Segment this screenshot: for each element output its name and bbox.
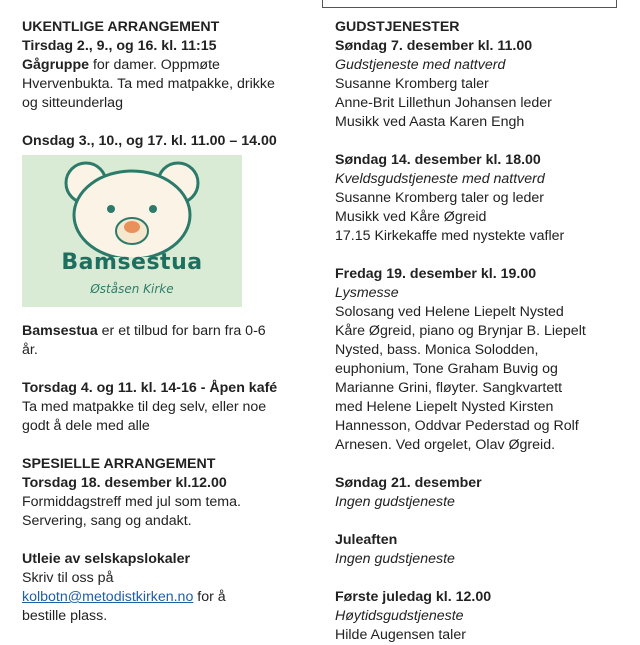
walk-when: Tirsdag 2., 9., og 16. kl. 11:15 [22,38,217,54]
event-when: Søndag 21. desember [335,475,482,491]
event-type: Lysmesse [335,285,399,301]
event-line: Hannesson, Oddvar Pederstad og Rolf [335,418,579,434]
event-type: Ingen gudstjeneste [335,494,455,510]
event-line: euphonium, Tone Graham Buvig og [335,361,558,377]
event-type: Ingen gudstjeneste [335,551,455,567]
event-line: Musikk ved Kåre Øgreid [335,209,487,225]
bamse-text-line-2: år. [22,342,38,358]
event-when: Juleaften [335,532,398,548]
walk-text-line-1: Gågruppe for damer. Oppmøte [22,57,220,73]
services-heading: GUDSTJENESTER [335,19,460,35]
email-link[interactable]: kolbotn@metodistkirken.no [22,589,194,605]
event-when: Fredag 19. desember kl. 19.00 [335,266,537,282]
special-heading: SPESIELLE ARRANGEMENT [22,456,216,472]
event-line: Susanne Kromberg taler og leder [335,190,544,206]
walk-text-line-3: og sitteunderlag [22,95,123,111]
walk-text-line-2: Hvervenbukta. Ta med matpakke, drikke [22,76,275,92]
rent-text-line-1: Skriv til oss på [22,570,114,586]
event-when: Søndag 14. desember kl. 18.00 [335,152,541,168]
rent-text-line-2: kolbotn@metodistkirken.no for å [22,589,226,605]
walk-title: Gågruppe [22,57,90,73]
bamse-text-line-1: Bamsestua er et tilbud for barn fra 0-6 [22,323,266,339]
event-when: Første juledag kl. 12.00 [335,589,492,605]
logo-subtitle: Øståsen Kirke [90,282,174,296]
event-line: Kåre Øgreid, piano og Brynjar B. Liepelt [335,323,586,339]
bamse-name: Bamsestua [22,323,98,339]
event-line: Nysted, bass. Monica Solodden, [335,342,539,358]
event-when: Søndag 7. desember kl. 11.00 [335,38,533,54]
event-line: 17.15 Kirkekaffe med nystekte vafler [335,228,565,244]
special-when: Torsdag 18. desember kl.12.00 [22,475,227,491]
bamsestua-logo [22,155,242,307]
special-text-line-2: Servering, sang og andakt. [22,513,192,529]
event-type: Kveldsgudstjeneste med nattverd [335,171,545,187]
event-line: med Helene Liepelt Nysted Kirsten [335,399,554,415]
event-line: Susanne Kromberg taler [335,76,489,92]
right-column [335,18,635,645]
rent-title: Utleie av selskapslokaler [22,551,190,567]
event-line: Solosang ved Helene Liepelt Nysted [335,304,564,320]
bamse-when: Onsdag 3., 10., og 17. kl. 11.00 – 14.00 [22,133,277,149]
cafe-when: Torsdag 4. og 11. kl. 14-16 - Åpen kafé [22,380,278,396]
top-frame-box [322,0,617,8]
left-column [22,18,312,626]
logo-title: Bamsestua [61,250,203,275]
event-line: Hilde Augensen taler [335,627,466,643]
event-type: Høytidsgudstjeneste [335,608,464,624]
teddy-bear-icon [54,157,210,257]
cafe-text-line-1: Ta med matpakke til deg selv, eller noe [22,399,267,415]
event-line: Marianne Grini, fløyter. Sangkvartett [335,380,563,396]
event-line: Arnesen. Ved orgelet, Olav Øgreid. [335,437,556,453]
special-text-line-1: Formiddagstreff med jul som tema. [22,494,241,510]
event-line: Musikk ved Aasta Karen Engh [335,114,525,130]
event-line: Anne-Brit Lillethun Johansen leder [335,95,552,111]
event-type: Gudstjeneste med nattverd [335,57,506,73]
cafe-text-line-2: godt å dele med alle [22,418,150,434]
weekly-heading: UKENTLIGE ARRANGEMENT [22,19,220,35]
rent-text-line-3: bestille plass. [22,608,108,624]
